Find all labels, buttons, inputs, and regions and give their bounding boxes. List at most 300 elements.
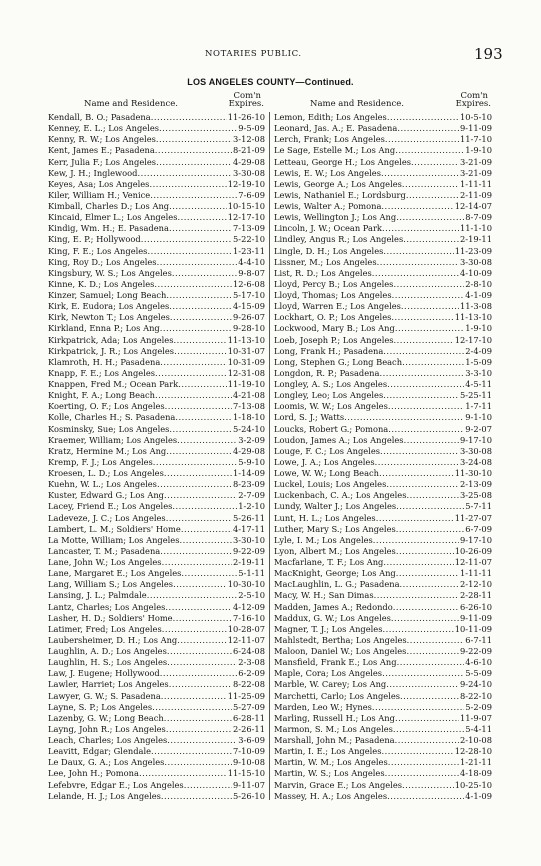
- commission-expires: 3-6-09: [238, 735, 265, 745]
- notary-entry: [274, 446, 492, 457]
- commission-expires: 4-29-08: [232, 445, 265, 456]
- commission-expires: 12-6-08: [232, 278, 265, 289]
- notary-name-residence: Layne, S. P.; Los Angeles .....: [48, 702, 265, 713]
- notary-name-residence: Kirkland, Enna P.; Los Ang .....: [48, 323, 265, 334]
- commission-expires: 12-14-07: [454, 201, 492, 211]
- commission-expires: 8-21-09: [232, 145, 265, 156]
- notary-entry: [274, 546, 492, 557]
- commission-expires: 2-19-11: [459, 234, 492, 245]
- commission-expires: 6-26-10: [459, 601, 492, 612]
- notary-name-residence: Lewis, Nathaniel E.; Lordsburg .....: [274, 190, 492, 201]
- notary-name-residence: Loucks, Robert G.; Pomona .....: [274, 424, 492, 435]
- notary-entry: [274, 568, 492, 579]
- notary-entry: [48, 780, 265, 791]
- running-title: NOTARIES PUBLIC.: [205, 49, 302, 59]
- page-number: 193: [474, 45, 503, 63]
- notary-name-residence: La Motte, William; Los Angeles .....: [48, 535, 265, 546]
- notary-name-residence: Kew, J. H.; Inglewood .....: [48, 168, 265, 179]
- commission-expires: 11-7-10: [459, 134, 492, 145]
- notary-name-residence: Marmon, S. M.; Los Angeles .....: [274, 724, 492, 735]
- commission-expires: 2-26-11: [232, 723, 265, 734]
- notary-entry: [48, 613, 265, 624]
- commission-expires: 2-8-10: [465, 278, 492, 289]
- expires-heading: Expires.: [455, 99, 491, 109]
- notary-name-residence: Lloyd, Warren E.; Los Angeles .....: [274, 301, 492, 312]
- notary-entry: [48, 535, 265, 546]
- notary-name-residence: Lyle, I. M.; Los Angeles .....: [274, 535, 492, 546]
- commission-expires: 7-10-09: [232, 746, 265, 757]
- notary-name-residence: Loudon, James A.; Los Angeles .....: [274, 435, 492, 446]
- commission-expires: 9-5-09: [238, 123, 265, 134]
- notary-entry: [274, 379, 492, 390]
- commission-expires: 1-11-11: [459, 178, 492, 189]
- commission-expires: 10-26-09: [454, 545, 492, 556]
- notary-entry: [48, 401, 265, 412]
- commission-expires: 10-31-07: [227, 345, 265, 356]
- left-column-header: [48, 90, 265, 110]
- notary-entry: [48, 412, 265, 423]
- notary-entry: [274, 179, 492, 190]
- left-entries: [48, 112, 265, 802]
- notary-name-residence: Lockhart, O. P.; Los Angeles .....: [274, 312, 492, 323]
- notary-name-residence: Lerch, Frank; Los Angeles .....: [274, 134, 492, 145]
- notary-entry: [274, 791, 492, 802]
- notary-entry: [48, 724, 265, 735]
- commission-expires: 9-8-07: [238, 267, 265, 278]
- commission-expires: 2-12-10: [459, 579, 492, 590]
- notary-entry: [274, 646, 492, 657]
- notary-name-residence: Kinne, K. D.; Los Angeles .....: [48, 279, 265, 290]
- notary-entry: [274, 768, 492, 779]
- notary-name-residence: Koerting, O. F.; Los Angeles .....: [48, 401, 265, 412]
- commission-expires: 5-24-10: [232, 423, 265, 434]
- right-column: [274, 90, 492, 802]
- notary-entry: [48, 501, 265, 512]
- commission-expires: 11-25-09: [227, 690, 265, 701]
- notary-entry: [48, 791, 265, 802]
- notary-entry: [48, 323, 265, 334]
- notary-entry: [48, 568, 265, 579]
- notary-name-residence: Keyes, Asa; Los Angeles .....: [48, 179, 265, 190]
- notary-entry: [274, 190, 492, 201]
- notary-name-residence: Lewis, Wellington J.; Los Ang .....: [274, 212, 492, 223]
- commission-expires: 1-9-10: [465, 323, 492, 334]
- commission-expires: 9-17-10: [459, 434, 492, 445]
- notary-name-residence: Lockwood, Mary B.; Los Ang .....: [274, 323, 492, 334]
- notary-entry: [48, 546, 265, 557]
- notary-entry: [274, 657, 492, 668]
- commission-expires: 3-2-09: [238, 434, 265, 445]
- commission-expires: 4-6-10: [465, 657, 492, 668]
- commission-expires: 6-2-09: [238, 668, 265, 679]
- notary-name-residence: Longdon, R. P.; Pasadena .....: [274, 368, 492, 379]
- commission-expires: 4-17-11: [232, 523, 265, 534]
- commission-expires: 7-13-08: [232, 401, 265, 412]
- notary-name-residence: Kiler, William H.; Venice .....: [48, 190, 265, 201]
- notary-entry: [48, 490, 265, 501]
- commission-expires: 4-10-09: [459, 267, 492, 278]
- notary-entry: [48, 246, 265, 257]
- commission-expires: 3-12-08: [232, 134, 265, 145]
- column-divider: [269, 112, 270, 800]
- notary-entry: [48, 257, 265, 268]
- commission-expires: 3-30-08: [232, 167, 265, 178]
- notary-entry: [48, 268, 265, 279]
- notary-entry: [274, 357, 492, 368]
- notary-entry: [274, 424, 492, 435]
- notary-name-residence: Kindig, Wm. H.; E. Pasadena .....: [48, 223, 265, 234]
- commission-expires: 10-11-09: [454, 623, 492, 634]
- notary-name-residence: Laubersheimer, D. H.; Los Ang .....: [48, 635, 265, 646]
- notary-entry: [48, 357, 265, 368]
- notary-name-residence: Lissner, M.; Los Angeles .....: [274, 257, 492, 268]
- notary-name-residence: Kincaid, Elmer L.; Los Angeles .....: [48, 212, 265, 223]
- commission-expires: 10-25-10: [454, 779, 492, 790]
- commission-expires: 8-22-10: [459, 690, 492, 701]
- commission-expires: 9-11-07: [232, 779, 265, 790]
- notary-name-residence: King, E. P.; Hollywood .....: [48, 234, 265, 245]
- notary-entry: [274, 535, 492, 546]
- notary-name-residence: Lane, John W.; Los Angeles .....: [48, 557, 265, 568]
- commission-expires: 9-26-07: [232, 312, 265, 323]
- notary-entry: [274, 435, 492, 446]
- commission-expires: 8-22-08: [232, 679, 265, 690]
- commission-expires: 3-24-08: [459, 456, 492, 467]
- commission-expires: 2-13-09: [459, 479, 492, 490]
- notary-entry: [48, 635, 265, 646]
- notary-entry: [48, 179, 265, 190]
- notary-entry: [274, 590, 492, 601]
- notary-entry: [274, 757, 492, 768]
- notary-entry: [274, 134, 492, 145]
- notary-entry: [274, 679, 492, 690]
- notary-name-residence: Laughlin, H. S.; Los Angeles .....: [48, 657, 265, 668]
- notary-name-residence: Long, Frank H.; Pasadena .....: [274, 346, 492, 357]
- notary-entry: [48, 646, 265, 657]
- notary-entry: [274, 702, 492, 713]
- name-heading: Name and Residence.: [310, 99, 404, 109]
- commission-expires: 9-10-08: [232, 757, 265, 768]
- commission-expires: 2-7-09: [238, 490, 265, 501]
- notary-name-residence: Knapp, F. E.; Los Angeles .....: [48, 368, 265, 379]
- notary-name-residence: Kirk, E. Eudora; Los Angeles .....: [48, 301, 265, 312]
- notary-entry: [48, 735, 265, 746]
- notary-name-residence: Luckel, Louis; Los Angeles .....: [274, 479, 492, 490]
- notary-entry: [274, 112, 492, 123]
- notary-entry: [274, 602, 492, 613]
- commission-expires: 1-21-11: [459, 757, 492, 768]
- notary-name-residence: Lazenby, G. W.; Long Beach .....: [48, 713, 265, 724]
- notary-name-residence: Knappen, Fred M.; Ocean Park .....: [48, 379, 265, 390]
- notary-entry: [48, 368, 265, 379]
- notary-entry: [274, 468, 492, 479]
- commission-expires: 2-10-08: [459, 735, 492, 745]
- notary-entry: [274, 579, 492, 590]
- notary-name-residence: Lloyd, Thomas; Los Angeles .....: [274, 290, 492, 301]
- notary-entry: [274, 724, 492, 735]
- commission-expires: 12-17-10: [454, 334, 492, 345]
- right-column-header: [274, 90, 492, 110]
- expires-heading: Expires.: [228, 99, 264, 109]
- notary-name-residence: Le Daux, G. A.; Los Angeles .....: [48, 757, 265, 768]
- notary-name-residence: Marble, W. Carey; Los Ang .....: [274, 679, 492, 690]
- notary-entry: [274, 223, 492, 234]
- commission-expires: 8-23-09: [232, 479, 265, 490]
- commission-expires: 1-23-11: [232, 245, 265, 256]
- commission-expires: 4-1-09: [465, 790, 492, 801]
- notary-name-residence: Kratz, Hermine M.; Los Ang .....: [48, 446, 265, 457]
- notary-name-residence: Maloon, Daniel W.; Los Angeles .....: [274, 646, 492, 657]
- notary-entry: [274, 335, 492, 346]
- notary-entry: [274, 268, 492, 279]
- notary-name-residence: Long, Stephen G.; Long Beach .....: [274, 357, 492, 368]
- notary-entry: [274, 746, 492, 757]
- commission-expires: 2-5-10: [238, 590, 265, 601]
- notary-entry: [274, 479, 492, 490]
- notary-name-residence: Martin, I. E.; Los Angeles .....: [274, 746, 492, 757]
- commission-expires: 11-19-10: [227, 379, 265, 389]
- commission-expires: 7-13-09: [232, 223, 265, 234]
- notary-entry: [274, 457, 492, 468]
- commission-expires: 5-4-11: [465, 723, 492, 734]
- commission-expires: 5-9-10: [238, 456, 265, 467]
- notary-name-residence: Leonard, Jas. A.; E. Pasadena .....: [274, 123, 492, 134]
- commission-expires: 11-9-07: [459, 712, 492, 723]
- notary-entry: [274, 157, 492, 168]
- notary-entry: [48, 746, 265, 757]
- notary-name-residence: Law, J. Eugene; Hollywood .....: [48, 668, 265, 679]
- notary-name-residence: Loomis, W. W.; Los Angeles .....: [274, 401, 492, 412]
- notary-entry: [48, 768, 265, 779]
- commission-expires: 2-3-08: [238, 657, 265, 668]
- notary-entry: [274, 735, 492, 746]
- notary-entry: [48, 679, 265, 690]
- notary-entry: [274, 780, 492, 791]
- notary-entry: [274, 212, 492, 223]
- commission-expires: 6-7-09: [465, 523, 492, 534]
- notary-name-residence: Lewis, George A.; Los Angeles .....: [274, 179, 492, 190]
- notary-entry: [48, 223, 265, 234]
- notary-name-residence: Maple, Cora; Los Angeles .....: [274, 668, 492, 679]
- notary-name-residence: Lansing, J. L.; Palmdale .....: [48, 590, 265, 601]
- notary-entry: [274, 691, 492, 702]
- notary-entry: [48, 379, 265, 390]
- notary-entry: [274, 323, 492, 334]
- notary-name-residence: Letteau, George H.; Los Angeles .....: [274, 157, 492, 168]
- notary-name-residence: Lasher, H. D.; Soldiers' Home .....: [48, 613, 265, 624]
- commission-expires: 9-24-10: [459, 679, 492, 690]
- notary-entry: [48, 513, 265, 524]
- notary-entry: [274, 168, 492, 179]
- notary-name-residence: Kirkpatrick, J. R.; Los Angeles .....: [48, 346, 265, 357]
- notary-name-residence: MacLaughlin, L. G.; Pasadena .....: [274, 579, 492, 590]
- notary-name-residence: Lane, Margaret E.; Los Angeles .....: [48, 568, 265, 579]
- notary-name-residence: Lee, John H.; Pomona .....: [48, 768, 265, 779]
- notary-entry: [48, 346, 265, 357]
- commission-expires: 11-30-10: [454, 468, 492, 478]
- notary-entry: [48, 312, 265, 323]
- commission-expires: 5-26-11: [232, 512, 265, 523]
- notary-name-residence: Louge, F. C.; Los Angeles .....: [274, 446, 492, 457]
- notary-name-residence: Lingle, D. H.; Los Angeles .....: [274, 246, 492, 257]
- commission-expires: 5-1-11: [238, 568, 265, 579]
- notary-entry: [274, 668, 492, 679]
- notary-entry: [274, 501, 492, 512]
- commission-expires: 5-7-11: [465, 501, 492, 512]
- commission-expires: 11-27-07: [454, 512, 492, 523]
- notary-entry: [48, 335, 265, 346]
- commission-expires: 10-30-10: [227, 579, 265, 590]
- notary-entry: [274, 123, 492, 134]
- commission-label: Com'n: [460, 91, 488, 101]
- notary-entry: [48, 290, 265, 301]
- notary-name-residence: Loeb, Joseph P.; Los Angeles .....: [274, 335, 492, 346]
- commission-expires: 12-11-07: [454, 557, 492, 567]
- notary-name-residence: King, Roy D.; Los Angeles .....: [48, 257, 265, 268]
- commission-expires: 10-15-10: [227, 201, 265, 211]
- notary-name-residence: Klamroth, H. H.; Pasadena .....: [48, 357, 265, 368]
- notary-entry: [48, 157, 265, 168]
- notary-name-residence: Mansfield, Frank E.; Los Ang .....: [274, 657, 492, 668]
- notary-entry: [48, 446, 265, 457]
- commission-expires: 5-2-09: [465, 701, 492, 712]
- notary-entry: [274, 290, 492, 301]
- notary-name-residence: Marden, Leo W.; Hynes .....: [274, 702, 492, 713]
- notary-entry: [274, 301, 492, 312]
- commission-expires: 6-24-08: [232, 646, 265, 656]
- notary-entry: [48, 479, 265, 490]
- commission-expires: 2-28-11: [459, 590, 492, 601]
- notary-entry: [274, 557, 492, 568]
- notary-name-residence: Kendall, B. O.; Pasadena .....: [48, 112, 265, 123]
- notary-name-residence: MacKnight, George; Los Ang .....: [274, 568, 492, 579]
- notary-entry: [274, 201, 492, 212]
- notary-name-residence: Mahlstedt, Bertha; Los Angeles .....: [274, 635, 492, 646]
- commission-expires: 12-19-10: [227, 178, 265, 189]
- commission-expires: 3-30-10: [232, 534, 265, 545]
- commission-expires: 12-11-07: [227, 634, 265, 645]
- commission-expires: 3-21-09: [459, 167, 492, 178]
- notary-name-residence: Latimer, Fred; Los Angeles .....: [48, 624, 265, 635]
- notary-entry: [48, 668, 265, 679]
- notary-name-residence: King, F. E.; Los Angeles .....: [48, 246, 265, 257]
- commission-expires: 1-5-09: [465, 356, 492, 367]
- notary-entry: [274, 624, 492, 635]
- notary-entry: [48, 468, 265, 479]
- notary-name-residence: Lunt, H. L.; Los Angeles .....: [274, 513, 492, 524]
- notary-entry: [48, 234, 265, 245]
- notary-name-residence: Le Sage, Estelle M.; Los Ang .....: [274, 145, 492, 156]
- commission-expires: 2-4-09: [465, 345, 492, 356]
- notary-name-residence: Lambert, L. M.; Soldiers' Home .....: [48, 524, 265, 535]
- notary-entry: [274, 513, 492, 524]
- commission-expires: 9-1-10: [465, 412, 492, 423]
- notary-name-residence: Knight, F. A.; Long Beach .....: [48, 390, 265, 401]
- commission-expires: 9-22-09: [232, 545, 265, 556]
- notary-entry: [274, 524, 492, 535]
- notary-name-residence: Ladeveze, J. C.; Los Angeles .....: [48, 513, 265, 524]
- commission-expires: 4-21-08: [232, 390, 265, 401]
- notary-name-residence: Martin, W. M.; Los Angeles .....: [274, 757, 492, 768]
- notary-name-residence: Lloyd, Percy B.; Los Angeles .....: [274, 279, 492, 290]
- notary-name-residence: Lefebvre, Edgar E.; Los Angeles .....: [48, 780, 265, 791]
- notary-entry: [274, 145, 492, 156]
- commission-expires: 4-29-08: [232, 156, 265, 167]
- commission-expires: 8-7-09: [465, 212, 492, 223]
- notary-name-residence: Kenny, R. W.; Los Angeles .....: [48, 134, 265, 145]
- left-column: [48, 90, 265, 802]
- commission-expires: 3-21-09: [459, 156, 492, 167]
- notary-entry: [48, 457, 265, 468]
- notary-entry: [48, 123, 265, 134]
- notary-name-residence: Lawyer, G. W.; S. Pasadena .....: [48, 691, 265, 702]
- commission-expires: 10-5-10: [459, 112, 492, 122]
- notary-entry: [274, 613, 492, 624]
- running-head: [0, 47, 541, 63]
- commission-expires: 6-28-11: [232, 712, 265, 723]
- commission-expires: 10-31-09: [227, 356, 265, 367]
- commission-expires: 1-14-09: [232, 468, 265, 478]
- commission-expires: 5-17-10: [232, 290, 265, 300]
- commission-expires: 5-5-09: [465, 668, 492, 679]
- commission-expires: 1-18-10: [232, 412, 265, 423]
- notary-entry: [48, 134, 265, 145]
- notary-entry: [48, 557, 265, 568]
- notary-name-residence: Kimball, Charles D.; Los Ang .....: [48, 201, 265, 212]
- commission-expires: 2-11-09: [459, 189, 492, 200]
- notary-entry: [274, 257, 492, 268]
- commission-expires: 5-27-09: [232, 701, 265, 712]
- commission-expires: 1-2-10: [238, 501, 265, 512]
- commission-expires: 4-12-09: [232, 601, 265, 612]
- commission-expires: 5-26-10: [232, 790, 265, 801]
- notary-entry: [274, 401, 492, 412]
- notary-entry: [274, 234, 492, 245]
- notary-name-residence: Lancaster, T. M.; Pasadena .....: [48, 546, 265, 557]
- notary-entry: [274, 713, 492, 724]
- section-title: LOS ANGELES COUNTY—Continued.: [187, 77, 354, 87]
- notary-name-residence: Lewis, Walter A.; Pomona .....: [274, 201, 492, 212]
- notary-entry: [48, 602, 265, 613]
- notary-entry: [48, 691, 265, 702]
- notary-entry: [274, 279, 492, 290]
- notary-name-residence: Kerr, Julia F.; Los Angeles .....: [48, 157, 265, 168]
- notary-name-residence: Kolle, Charles H.; S. Pasadena .....: [48, 412, 265, 423]
- notary-name-residence: Macy, W. H.; San Dimas .....: [274, 590, 492, 601]
- notary-name-residence: Lundy, Walter J.; Los Angeles .....: [274, 501, 492, 512]
- right-entries: [274, 112, 492, 802]
- notary-name-residence: Kirk, Newton T.; Los Angeles .....: [48, 312, 265, 323]
- commission-expires: 5-25-11: [459, 390, 492, 401]
- notary-entry: [48, 435, 265, 446]
- commission-expires: 1-9-10: [465, 145, 492, 156]
- commission-expires: 3-30-08: [459, 445, 492, 456]
- notary-name-residence: Kingsbury, W. S.; Los Angeles .....: [48, 268, 265, 279]
- commission-expires: 9-17-10: [459, 534, 492, 545]
- notary-entry: [48, 145, 265, 156]
- notary-name-residence: Martin, W. S.; Los Angeles .....: [274, 768, 492, 779]
- notary-name-residence: Macfarlane, T. F.; Los Ang .....: [274, 557, 492, 568]
- notary-name-residence: Kuster, Edward G.; Los Ang .....: [48, 490, 265, 501]
- commission-expires: 11-26-10: [227, 112, 265, 122]
- notary-entry: [48, 168, 265, 179]
- notary-name-residence: Maddux, G. W.; Los Angeles .....: [274, 613, 492, 624]
- notary-name-residence: Kosminsky, Sue; Los Angeles .....: [48, 424, 265, 435]
- commission-expires: 7-6-09: [238, 189, 265, 200]
- notary-name-residence: Layng, John R.; Los Angeles .....: [48, 724, 265, 735]
- name-heading: Name and Residence.: [84, 99, 178, 109]
- notary-entry: [48, 301, 265, 312]
